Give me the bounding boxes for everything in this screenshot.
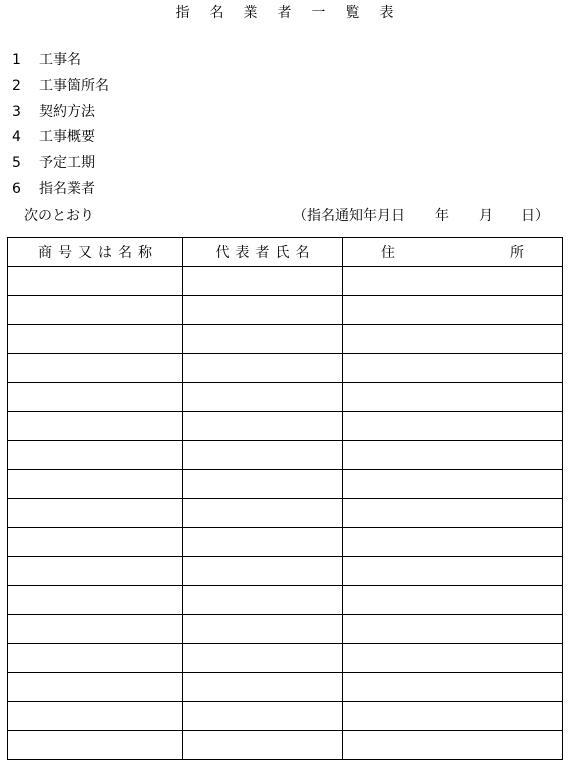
title-char: 者 (277, 5, 292, 21)
table-row (8, 383, 563, 412)
representative-cell (183, 325, 343, 354)
month-label: 月 (479, 208, 493, 224)
table-row (8, 644, 563, 673)
item-construction-location (12, 77, 109, 95)
table-row (8, 528, 563, 557)
representative-cell (183, 296, 343, 325)
address-cell (343, 267, 563, 296)
company-name-cell (8, 528, 183, 557)
item-number: 4 (12, 129, 21, 145)
column-header-address (343, 238, 563, 267)
representative-cell (183, 383, 343, 412)
company-name-cell (8, 325, 183, 354)
contractor-table (7, 237, 563, 760)
address-cell (343, 412, 563, 441)
table-header-row (8, 238, 563, 267)
table-row (8, 267, 563, 296)
representative-cell (183, 673, 343, 702)
item-number: 1 (12, 52, 21, 68)
item-construction-name (12, 51, 81, 69)
header-char: 者 (255, 245, 270, 261)
header-char: 代 (215, 245, 230, 261)
item-number: 3 (12, 104, 21, 120)
address-cell (343, 296, 563, 325)
item-contract-method (12, 103, 95, 121)
day-label: 日） (521, 208, 549, 224)
title-char: 覧 (345, 5, 360, 21)
address-cell (343, 557, 563, 586)
address-cell (343, 383, 563, 412)
item-label: 指名業者 (39, 181, 95, 197)
address-cell (343, 499, 563, 528)
representative-cell (183, 470, 343, 499)
header-char: 住 (381, 245, 395, 261)
company-name-cell (8, 702, 183, 731)
note-as-follows: 次のとおり (24, 208, 94, 224)
header-char: は (98, 245, 112, 261)
item-label: 工事箇所名 (39, 78, 109, 94)
table-row (8, 296, 563, 325)
representative-cell (183, 731, 343, 760)
table-row (8, 325, 563, 354)
table-row (8, 586, 563, 615)
address-cell (343, 702, 563, 731)
company-name-cell (8, 673, 183, 702)
title-char: 業 (243, 5, 258, 21)
company-name-cell (8, 296, 183, 325)
header-char: 所 (510, 245, 524, 261)
table-row (8, 615, 563, 644)
item-label: 契約方法 (39, 104, 95, 120)
company-name-cell (8, 383, 183, 412)
item-construction-overview (12, 128, 95, 146)
header-char: 又 (78, 245, 92, 261)
notification-date-label: （指名通知年月日 (293, 208, 405, 224)
company-name-cell (8, 499, 183, 528)
representative-cell (183, 644, 343, 673)
header-char: 称 (138, 245, 152, 261)
table-row (8, 412, 563, 441)
title-char: 名 (209, 5, 224, 21)
company-name-cell (8, 644, 183, 673)
header-char: 号 (58, 245, 72, 261)
company-name-cell (8, 470, 183, 499)
column-header-company-name (8, 238, 183, 267)
title-char: 一 (311, 5, 326, 21)
table-row (8, 731, 563, 760)
company-name-cell (8, 354, 183, 383)
representative-cell (183, 441, 343, 470)
item-designated-contractors (12, 180, 95, 198)
item-number: 6 (12, 181, 21, 197)
representative-cell (183, 267, 343, 296)
address-cell (343, 615, 563, 644)
header-char: 名 (295, 245, 310, 261)
title-char: 指 (175, 5, 190, 21)
item-scheduled-period (12, 154, 95, 172)
table-row (8, 673, 563, 702)
header-char: 表 (235, 245, 250, 261)
representative-cell (183, 528, 343, 557)
address-cell (343, 354, 563, 383)
representative-cell (183, 615, 343, 644)
notification-date (293, 207, 549, 225)
company-name-cell (8, 586, 183, 615)
representative-cell (183, 412, 343, 441)
item-number: 5 (12, 155, 21, 171)
item-label: 工事概要 (39, 129, 95, 145)
table-body (8, 267, 563, 760)
company-name-cell (8, 615, 183, 644)
title-char: 表 (379, 5, 394, 21)
document-title (0, 2, 569, 22)
address-cell (343, 673, 563, 702)
header-char: 商 (38, 245, 52, 261)
address-cell (343, 470, 563, 499)
company-name-cell (8, 267, 183, 296)
company-name-cell (8, 412, 183, 441)
company-name-cell (8, 557, 183, 586)
header-char: 名 (118, 245, 132, 261)
company-name-cell (8, 731, 183, 760)
table-row (8, 470, 563, 499)
table-row (8, 499, 563, 528)
item-label: 予定工期 (39, 155, 95, 171)
address-cell (343, 644, 563, 673)
address-cell (343, 325, 563, 354)
address-cell (343, 441, 563, 470)
item-number: 2 (12, 78, 21, 94)
address-cell (343, 731, 563, 760)
item-label: 工事名 (39, 52, 81, 68)
company-name-cell (8, 441, 183, 470)
address-cell (343, 528, 563, 557)
year-label: 年 (435, 208, 449, 224)
representative-cell (183, 354, 343, 383)
representative-cell (183, 586, 343, 615)
representative-cell (183, 499, 343, 528)
table-row (8, 702, 563, 731)
column-header-representative (183, 238, 343, 267)
representative-cell (183, 557, 343, 586)
table-row (8, 354, 563, 383)
header-char: 氏 (275, 245, 290, 261)
representative-cell (183, 702, 343, 731)
table-row (8, 557, 563, 586)
table-row (8, 441, 563, 470)
address-cell (343, 586, 563, 615)
